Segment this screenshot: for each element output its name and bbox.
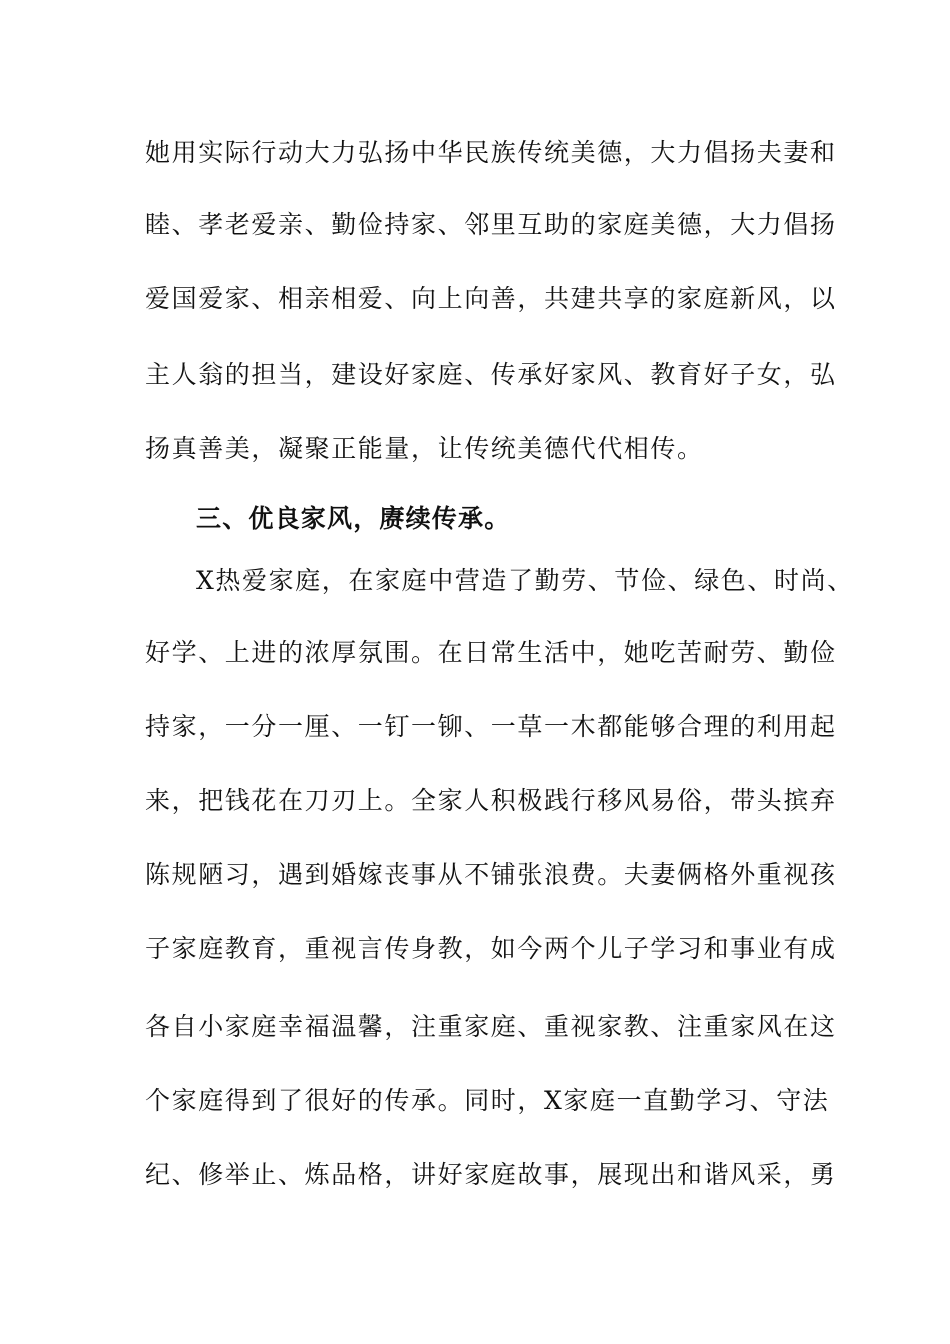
- paragraph-line: 主人翁的担当，建设好家庭、传承好家风、教育好子女，弘: [145, 360, 837, 389]
- paragraph-line: 各自小家庭幸福温馨，注重家庭、重视家教、注重家风在这: [145, 1012, 837, 1041]
- paragraph-line: 纪、修举止、炼品格，讲好家庭故事，展现出和谐风采，勇: [145, 1160, 837, 1189]
- paragraph-line: 个家庭得到了很好的传承。同时，X家庭一直勤学习、守法: [145, 1086, 830, 1115]
- paragraph-line: 扬真善美，凝聚正能量，让传统美德代代相传。: [145, 434, 704, 463]
- paragraph-line: 她用实际行动大力弘扬中华民族传统美德，大力倡扬夫妻和: [145, 138, 837, 167]
- paragraph-line: 来，把钱花在刀刃上。全家人积极践行移风易俗，带头摈弃: [145, 786, 837, 815]
- paragraph-line: 持家，一分一厘、一钉一铆、一草一木都能够合理的利用起: [145, 712, 837, 741]
- paragraph-line: 子家庭教育，重视言传身教，如今两个儿子学习和事业有成: [145, 934, 837, 963]
- paragraph-line: X热爱家庭，在家庭中营造了勤劳、节俭、绿色、时尚、: [196, 566, 854, 595]
- paragraph-line: 爱国爱家、相亲相爱、向上向善，共建共享的家庭新风，以: [145, 284, 837, 313]
- paragraph-line: 睦、孝老爱亲、勤俭持家、邻里互助的家庭美德，大力倡扬: [145, 210, 837, 239]
- paragraph-line: 好学、上进的浓厚氛围。在日常生活中，她吃苦耐劳、勤俭: [145, 638, 837, 667]
- paragraph-line: 陈规陋习，遇到婚嫁丧事从不铺张浪费。夫妻俩格外重视孩: [145, 860, 837, 889]
- section-heading: 三、优良家风，赓续传承。: [196, 504, 511, 533]
